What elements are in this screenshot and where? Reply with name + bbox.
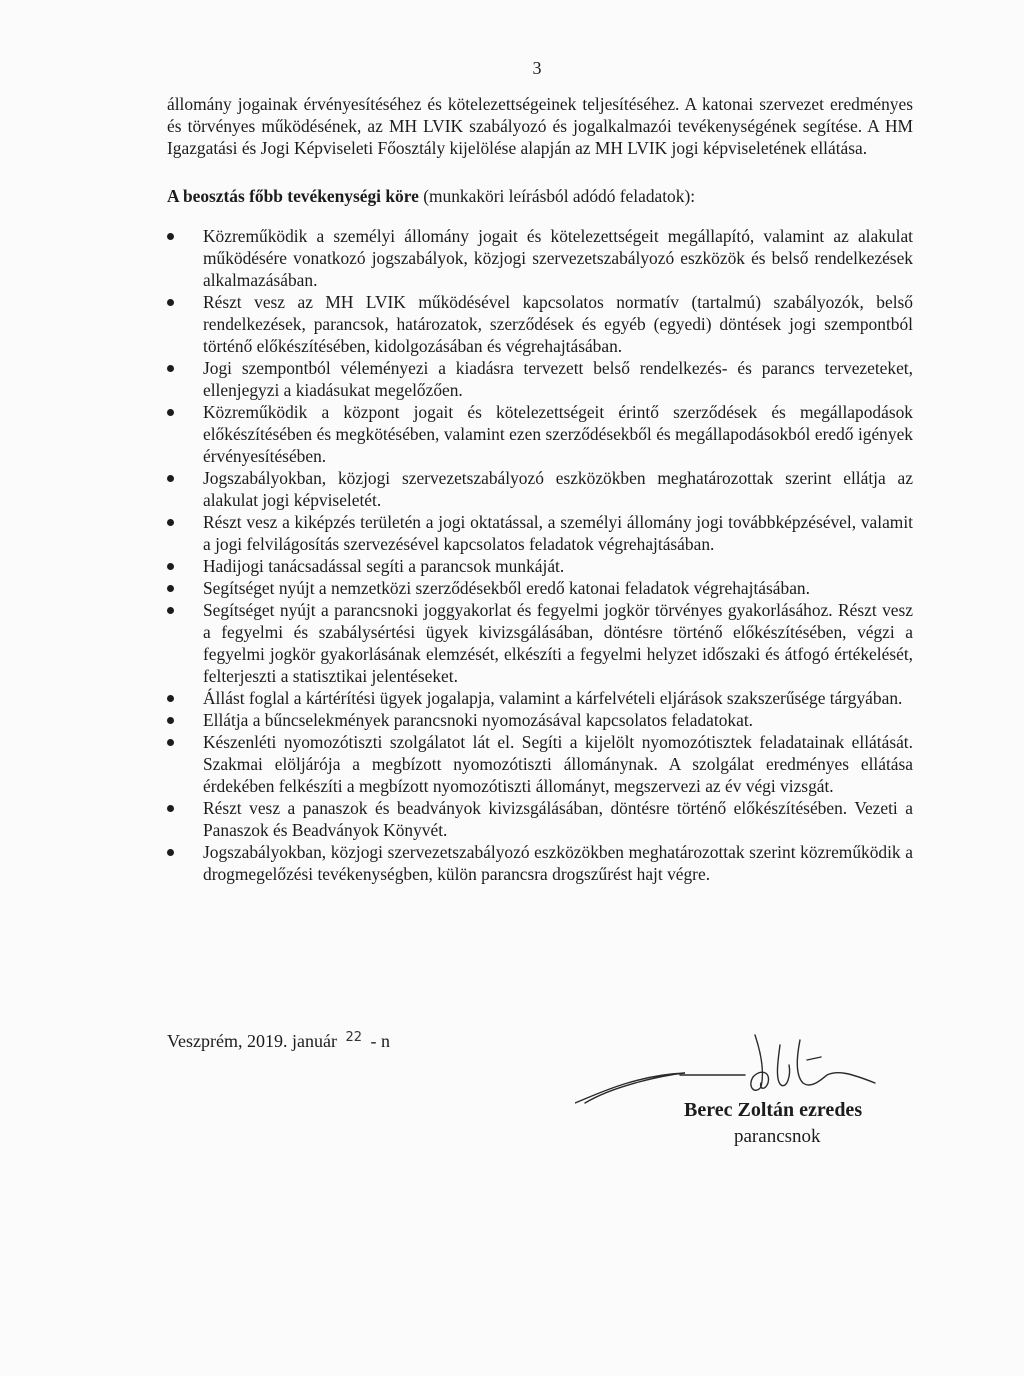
handwritten-day: 22: [345, 1030, 362, 1045]
bullet-icon: [167, 409, 174, 416]
task-text: Ellátja a bűncselekmények parancsnoki nyomozásával kapcsolatos feladatokat.: [203, 710, 754, 730]
task-item: [167, 687, 913, 709]
bullet-icon: [167, 805, 174, 812]
task-item: [167, 555, 913, 577]
task-text: Készenléti nyomozótiszti szolgálatot lát el. Segíti a kijelölt nyomozótisztek feladatainak ellátását. Szakmai elöljárója a megbízott nyomozótiszti állománynak. A szolgálat eredményes ellátása érdekében felkészíti a megbízott nyomozótiszti állományt, megszervezi az év végi vizsgát.: [203, 732, 913, 796]
task-text: Részt vesz a panaszok és beadványok kivizsgálásában, döntésre történő előkészítésében. Vezeti a Panaszok és Beadványok Könyvét.: [203, 798, 913, 840]
task-item: [167, 401, 913, 467]
bullet-icon: [167, 739, 174, 746]
section-heading-rest: (munkaköri leírásból adódó feladatok):: [418, 186, 696, 206]
task-item: [167, 841, 913, 885]
signer-title: parancsnok: [734, 1126, 821, 1147]
task-text: Jogszabályokban, közjogi szervezetszabályozó eszközökben meghatározottak szerint ellátja az alakulat jogi képviseletét.: [203, 468, 913, 510]
task-item: [167, 709, 913, 731]
task-item: [167, 599, 913, 687]
bullet-icon: [167, 299, 174, 306]
task-item: [167, 797, 913, 841]
signer-name: Berec Zoltán ezredes: [684, 1099, 863, 1121]
section-heading: [167, 185, 913, 207]
task-item: [167, 225, 913, 291]
date-suffix: - n: [370, 1031, 390, 1051]
task-item: [167, 511, 913, 555]
bullet-icon: [167, 695, 174, 702]
task-text: Közreműködik a központ jogait és kötelezettségeit érintő szerződések és megállapodások előkészítésében és megkötésében, valamint ezen szerződésekből és megállapodásokból eredő igények érvényesítésében.: [203, 402, 913, 466]
bullet-icon: [167, 475, 174, 482]
task-text: Segítséget nyújt a nemzetközi szerződésekből eredő katonai feladatok végrehajtásában.: [203, 578, 810, 598]
task-item: [167, 357, 913, 401]
bullet-icon: [167, 585, 174, 592]
bullet-icon: [167, 365, 174, 372]
intro-paragraph: állomány jogainak érvényesítéséhez és kötelezettségeinek teljesítéséhez. A katonai szervezet eredményes és törvényes működésének, az MH LVIK szabályozó és jogalkalmazói tevékenységének segítése. A HM Igazgatási és Jogi Képviseleti Főosztály kijelölése alapján az MH LVIK jogi képviseletének ellátása.: [167, 94, 913, 158]
bullet-icon: [167, 607, 174, 614]
document-body: [167, 93, 913, 885]
task-text: Részt vesz az MH LVIK működésével kapcsolatos normatív (tartalmú) szabályozók, belső rendelkezések, parancsok, határozatok, szerződések és egyéb (egyedi) döntések jogi szempontból történő előkészítésében, kidolgozásában és végrehajtásában.: [203, 292, 913, 356]
task-text: Jogi szempontból véleményezi a kiadásra tervezett belső rendelkezés- és parancs tervezeteket, ellenjegyzi a kiadásukat megelőzően.: [203, 358, 913, 400]
bullet-icon: [167, 717, 174, 724]
task-text: Jogszabályokban, közjogi szervezetszabályozó eszközökben meghatározottak szerint közreműködik a drogmegelőzési tevékenységben, külön parancsra drogszűrést hajt végre.: [203, 842, 913, 884]
section-heading-bold: A beosztás főbb tevékenységi köre: [167, 186, 419, 206]
task-text: Közreműködik a személyi állomány jogait és kötelezettségeit megállapító, valamint az alakulat működésére vonatkozó jogszabályok, közjogi szervezetszabályozó eszközök és belső rendelkezések alkalmazásában.: [203, 226, 913, 290]
page-number: 3: [532, 58, 542, 78]
task-list: [167, 225, 913, 885]
task-text: Segítséget nyújt a parancsnoki joggyakorlat és fegyelmi jogkör törvényes gyakorlásához. Részt vesz a fegyelmi és szabálysértési ügyek kivizsgálásában, döntésre történő előkészítésében, végzi a fegyelmi jogkör gyakorlásának elemzését, elkészíti a fegyelmi helyzet időszaki és átfogó értékelését, felterjeszti a statisztikai jelentéseket.: [203, 600, 913, 686]
bullet-icon: [167, 849, 174, 856]
bullet-icon: [167, 519, 174, 526]
task-item: [167, 467, 913, 511]
bullet-icon: [167, 563, 174, 570]
task-text: Állást foglal a kártérítési ügyek jogalapja, valamint a kárfelvételi eljárások szakszerűsége tárgyában.: [203, 688, 903, 708]
task-item: [167, 577, 913, 599]
signature-image: [575, 1025, 905, 1110]
task-item: [167, 291, 913, 357]
place-date: [167, 1031, 390, 1052]
task-item: [167, 731, 913, 797]
place-date-text: Veszprém, 2019. január: [167, 1031, 337, 1051]
task-text: Hadijogi tanácsadással segíti a parancsok munkáját.: [203, 556, 565, 576]
bullet-icon: [167, 233, 174, 240]
task-text: Részt vesz a kiképzés területén a jogi oktatással, a személyi állomány jogi továbbképzésével, valamit a jogi felvilágosítás szervezésével kapcsolatos feladatok végrehajtásában.: [203, 512, 913, 554]
